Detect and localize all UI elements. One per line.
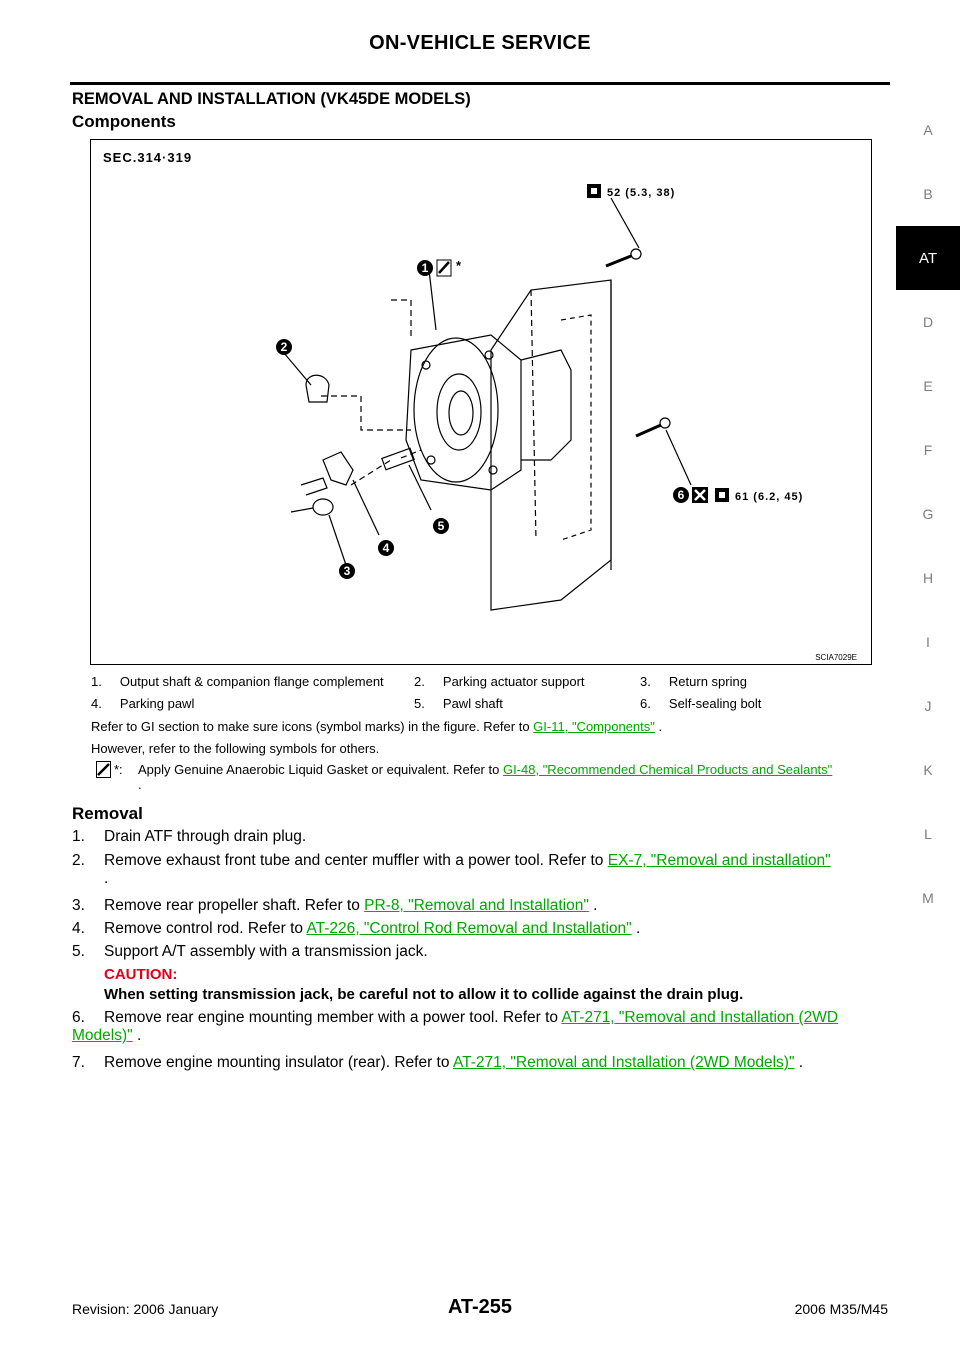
removal-step-4: 4. Remove control rod. Refer to AT-226, "Control Rod Removal and Installation" . (72, 920, 641, 937)
ex-7-link[interactable]: EX-7, "Removal and installation" (607, 852, 831, 869)
torque-bottom-spec: 61 (6.2, 45) (735, 491, 804, 503)
legend-item-3: 3. Return spring (640, 674, 747, 689)
at-226-link[interactable]: AT-226, "Control Rod Removal and Installation" (306, 920, 632, 937)
figure-code: SCIA7029E (815, 653, 857, 662)
gasket-icon-legend (96, 761, 112, 784)
at-271-link-step6[interactable]: AT-271, "Removal and Installation (2WD Models)" (72, 1009, 839, 1044)
at-271-link-step7[interactable]: AT-271, "Removal and Installation (2WD Models)" (452, 1054, 795, 1071)
callout-3-label: 3 (343, 564, 351, 578)
components-figure (90, 139, 872, 665)
index-tab-m[interactable]: M (922, 890, 934, 906)
legend-item-6: 6. Self-sealing bolt (640, 696, 762, 711)
gasket-note: Apply Genuine Anaerobic Liquid Gasket or equivalent. Refer to GI-48, "Recommended Chemical Products and Sealants" . (138, 762, 833, 792)
footer-page-number: AT-255 (447, 1296, 513, 1318)
removal-step-5: 5. Support A/T assembly with a transmission jack. (72, 943, 428, 960)
gasket-asterisk: * (456, 258, 462, 273)
legend-item-4: 4. Parking pawl (91, 696, 195, 711)
extension-housing (406, 335, 521, 490)
removal-step-3: 3. Remove rear propeller shaft. Refer to PR-8, "Removal and Installation" . (72, 897, 598, 914)
parking-actuator-support (306, 375, 329, 402)
symbol-reference-note: Refer to GI section to make sure icons (symbol marks) in the figure. Refer to GI-11, "Components" . (91, 719, 663, 734)
removal-step-7: 7. Remove engine mounting insulator (rear). Refer to AT-271, "Removal and Installation (2WD Models)" . (72, 1054, 804, 1071)
index-tab-b[interactable]: B (923, 186, 933, 202)
figure-section-code: SEC.314·319 (103, 150, 193, 165)
torque-top-spec: 52 (5.3, 38) (607, 187, 676, 199)
index-tab-f[interactable]: F (923, 442, 933, 458)
footer-revision: Revision: 2006 January (72, 1301, 219, 1317)
footer-model: 2006 M35/M45 (794, 1301, 888, 1317)
pr-8-link[interactable]: PR-8, "Removal and Installation" (364, 897, 589, 914)
star-colon: *: (114, 762, 123, 777)
exploded-view-diagram (91, 140, 871, 664)
index-tab-j[interactable]: J (924, 698, 932, 714)
self-sealing-bolt (636, 425, 661, 436)
callout-1-label: 1 (421, 261, 429, 275)
torque-wrench-icon (587, 184, 601, 198)
removal-step-1: 1. Drain ATF through drain plug. (72, 828, 307, 845)
removal-heading: Removal (72, 804, 143, 823)
legend-item-5: 5. Pawl shaft (414, 696, 503, 711)
callout-2-label: 2 (280, 340, 288, 354)
case-outline (491, 280, 611, 610)
caution-label: CAUTION: (104, 966, 178, 983)
replace-part-icon (692, 487, 708, 503)
return-spring (313, 499, 333, 515)
index-tab-g[interactable]: G (922, 506, 934, 522)
index-tab-h[interactable]: H (922, 570, 934, 586)
index-tab-d[interactable]: D (922, 314, 934, 330)
page-header-title: ON-VEHICLE SERVICE (369, 32, 591, 54)
gi-11-components-link[interactable]: GI-11, "Components" (533, 719, 655, 734)
callout-4-label: 4 (382, 541, 390, 555)
index-tab-e[interactable]: E (923, 378, 933, 394)
caution-text: When setting transmission jack, be careful not to allow it to collide against the drain plug. (104, 986, 744, 1003)
section-title: REMOVAL AND INSTALLATION (VK45DE MODELS) (72, 90, 471, 108)
index-tab-l[interactable]: L (924, 826, 932, 842)
gasket-icon (437, 260, 451, 276)
index-tab-a[interactable]: A (923, 122, 933, 138)
gi-48-sealants-link[interactable]: GI-48, "Recommended Chemical Products and Sealants" (502, 762, 833, 777)
removal-step-6: 6. Remove rear engine mounting member with a power tool. Refer to AT-271, "Removal and Installation (2WD Models)" . (72, 1009, 839, 1044)
section-index-tabs (896, 98, 960, 930)
index-tab-at-active[interactable]: AT (896, 226, 960, 290)
removal-step-2: 2. Remove exhaust front tube and center muffler with a power tool. Refer to EX-7, "Removal and installation" . (72, 852, 831, 887)
callout-5-label: 5 (437, 519, 445, 533)
header-rule (70, 82, 890, 85)
index-tab-k[interactable]: K (923, 762, 933, 778)
top-bolt (606, 256, 631, 266)
other-symbols-note: However, refer to the following symbols for others. (91, 741, 380, 756)
index-tab-i[interactable]: I (926, 634, 930, 650)
callout-6-label: 6 (677, 488, 685, 502)
components-heading: Components (72, 112, 176, 131)
parking-pawl (323, 452, 353, 485)
torque-wrench-icon-bottom (715, 488, 729, 502)
legend-item-2: 2. Parking actuator support (414, 674, 585, 689)
legend-item-1: 1. Output shaft & companion flange complement (91, 674, 384, 689)
